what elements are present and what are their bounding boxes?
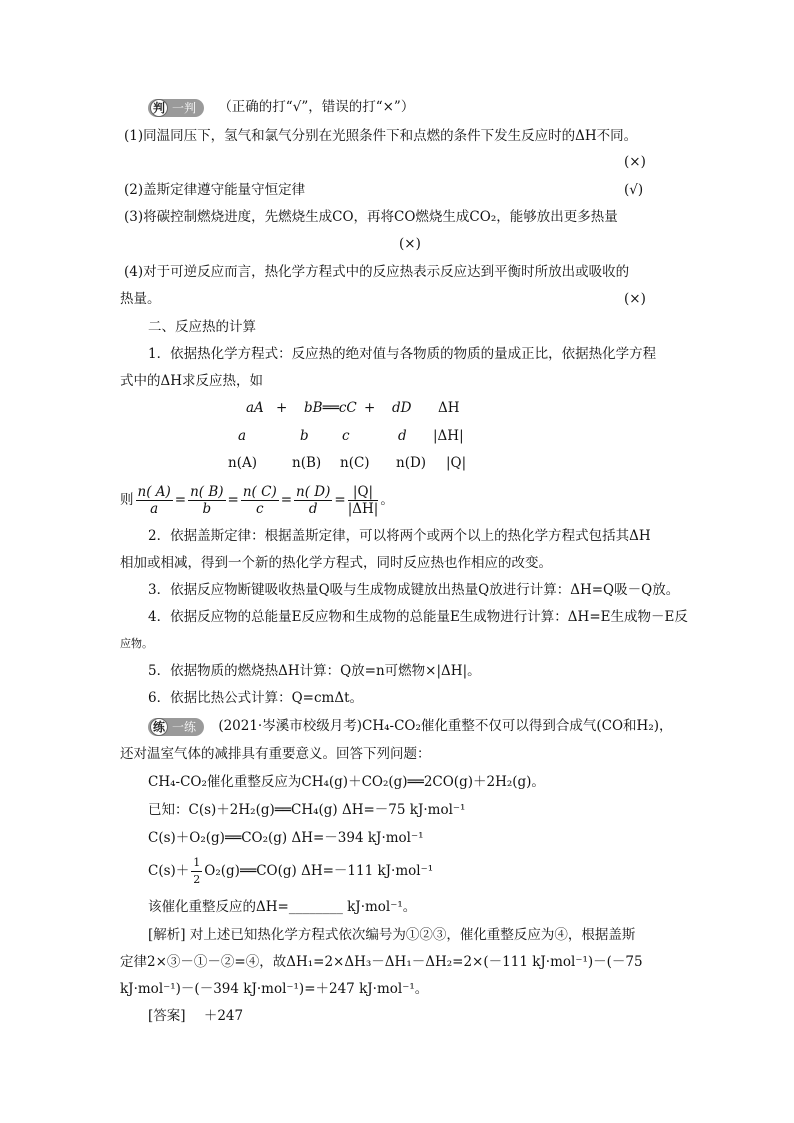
judge-tag-char: 判 [150, 99, 168, 117]
practice-known3 [148, 854, 433, 888]
practice-answer [148, 1006, 243, 1026]
judge-item-1-mark: (×) [624, 154, 646, 170]
table-r2-c3: c [342, 428, 350, 444]
practice-intro-line1: (2021·岑溪市校级月考)CH₄-CO₂催化重整不仅可以得到合成气(CO和H₂)， [218, 718, 673, 734]
ratio-line: 则 $\frac{n( A)}{a}$ = $\frac{n( B)}{b}$ = $\frac{n( C)}{c}$ = $\frac{n( D)}{d}$ = $\frac{|Q|}{|\Delta H|}$ 。 [120, 484, 394, 517]
table-r2-c4: d [398, 428, 407, 444]
section2-p3: 3．依据反应物断键吸收热量Q吸与生成物成键放出热量Q放进行计算：ΔH=Q吸－Q放。 [148, 582, 680, 598]
table-r3-c5: |Q| [446, 455, 467, 471]
ratio-frac-d-num: n( D) [296, 484, 331, 500]
section2-p1-line2: 式中的ΔH求反应热，如 [120, 373, 264, 389]
section2-p2-line1: 2．依据盖斯定律：根据盖斯定律，可以将两个或两个以上的热化学方程式包括其ΔH [148, 528, 651, 544]
ratio-frac-q-num: |Q| [348, 484, 379, 501]
ratio-frac-b-num: n( B) [190, 484, 224, 500]
practice-reaction: CH₄-CO₂催化重整反应为CH₄(g)＋CO₂(g)══2CO(g)＋2H₂(g)。 [148, 774, 545, 790]
ratio-frac-q-den: |ΔH| [347, 501, 379, 517]
table-r2-c5: |ΔH| [433, 428, 464, 444]
table-r2-c2: b [300, 428, 309, 444]
judge-item-4-line2: 热量。 [120, 291, 161, 307]
table-r3-c4: n(D) [396, 455, 427, 471]
judge-tag-text: 一判 [172, 100, 197, 115]
ratio-frac-d-den: d [308, 501, 318, 517]
judge-item-4-mark: (×) [624, 291, 646, 307]
table-r1-c6: ΔH [438, 400, 460, 416]
table-r3-c2: n(B) [292, 455, 322, 471]
ratio-frac-b-den: b [202, 501, 212, 517]
table-r1-c2: + [276, 400, 288, 416]
table-r2-c1: a [238, 428, 247, 444]
practice-tag-text: 一练 [172, 719, 197, 734]
judge-item-2: (2)盖斯定律遵守能量守恒定律 [124, 182, 306, 198]
practice-analysis-line2: 定律2×③－①－②=④，故ΔH₁=2×ΔH₃－ΔH₁－ΔH₂=2×(－111 kJ·mol⁻¹)－(－75 [120, 954, 643, 970]
ratio-frac-b [188, 484, 225, 517]
table-r1-c5: dD [392, 400, 412, 416]
judge-item-4-line1: (4)对于可逆反应而言，热化学方程式中的反应热表示反应达到平衡时所放出或吸收的 [124, 264, 630, 280]
ratio-frac-a-den: a [150, 501, 159, 517]
practice-question: 该催化重整反应的ΔH=________ kJ·mol⁻¹。 [148, 899, 417, 915]
section2-p5: 5．依据物质的燃烧热ΔH计算：Q放=n可燃物×|ΔH|。 [148, 663, 481, 679]
section2-p4-line1: 4．依据反应物的总能量E反应物和生成物的总能量E生成物进行计算：ΔH=E生成物－E反 [148, 609, 688, 625]
practice-known1: 已知：C(s)＋2H₂(g)══CH₄(g) ΔH=－75 kJ·mol⁻¹ [148, 802, 466, 818]
practice-known3-frac [191, 855, 202, 888]
practice-header [148, 716, 673, 736]
practice-known3-pre: C(s)＋ [148, 863, 190, 879]
ratio-frac-q [348, 484, 379, 517]
ratio-frac-c-den: c [256, 501, 264, 517]
practice-analysis-line3: kJ·mol⁻¹)－(－394 kJ·mol⁻¹)=＋247 kJ·mol⁻¹。 [120, 981, 429, 997]
practice-known3-frac-den: 2 [193, 873, 201, 886]
ratio-frac-c-num: n( C) [242, 484, 277, 500]
practice-known3-post: O₂(g)══CO(g) ΔH=－111 kJ·mol⁻¹ [204, 863, 434, 879]
section2-p6: 6．依据比热公式计算：Q=cmΔt。 [148, 690, 364, 706]
table-r3-c1: n(A) [228, 455, 257, 471]
ratio-prefix: 则 [120, 492, 134, 508]
ratio-frac-c [241, 484, 279, 517]
section2-p4-line2: 应物。 [120, 637, 153, 650]
practice-answer-label: [答案] [148, 1008, 186, 1024]
table-r1-c3: bB══cC [304, 400, 357, 416]
section2-p2-line2: 相加或相减，得到一个新的热化学方程式，同时反应热也作相应的改变。 [120, 555, 552, 571]
table-r3-c3: n(C) [340, 455, 370, 471]
section2-p1-line1: 1．依据热化学方程式：反应热的绝对值与各物质的物质的量成正比，依据热化学方程 [148, 346, 657, 362]
ratio-frac-d [294, 484, 332, 517]
judge-tag [148, 99, 204, 117]
judge-header [148, 97, 414, 117]
practice-known2: C(s)＋O₂(g)══CO₂(g) ΔH=－394 kJ·mol⁻¹ [148, 830, 424, 846]
practice-answer-value: ＋247 [203, 1008, 244, 1024]
judge-item-3-mark: (×) [399, 236, 421, 252]
ratio-end: 。 [380, 492, 394, 508]
table-r1-c4: + [364, 400, 376, 416]
judge-instruction: （正确的打“√”，错误的打“×”） [218, 99, 415, 115]
judge-item-1: (1)同温同压下，氢气和氯气分别在光照条件下和点燃的条件下发生反应时的ΔH不同。 [124, 128, 638, 144]
ratio-frac-a [136, 484, 173, 517]
ratio-frac-a-num: n( A) [137, 484, 171, 500]
practice-analysis-line1: [解析] 对上述已知热化学方程式依次编号为①②③，催化重整反应为④，根据盖斯 [148, 927, 636, 943]
practice-intro-line2: 还对温室气体的减排具有重要意义。回答下列问题： [120, 746, 431, 762]
practice-known3-frac-num: 1 [191, 855, 202, 872]
practice-tag [148, 718, 204, 736]
judge-item-2-mark: (√) [624, 182, 644, 198]
table-r1-c1: aA [246, 400, 264, 416]
section2-heading: 二、反应热的计算 [148, 319, 256, 335]
practice-tag-char: 练 [150, 718, 168, 736]
judge-item-3: (3)将碳控制燃烧进度，先燃烧生成CO，再将CO燃烧生成CO₂，能够放出更多热量 [124, 209, 618, 225]
